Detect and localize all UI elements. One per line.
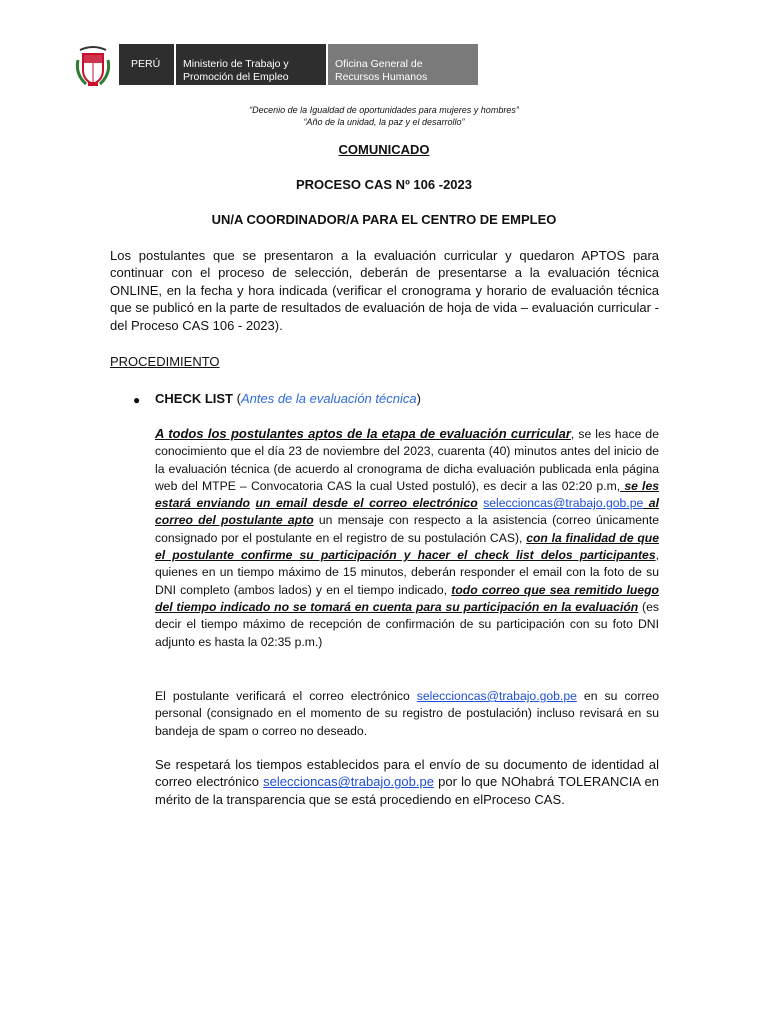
header-office-line-2: Recursos Humanos <box>335 71 428 83</box>
main-p10: , quienes en un tiempo máximo de 15 minutos, deberán responder el email con la foto de su DNI completo (ambos lados) y en el tiempo indicado, <box>155 548 659 597</box>
bullet-icon: ● <box>133 393 141 407</box>
checklist-label: CHECK LIST <box>155 391 233 406</box>
email-link-3[interactable]: seleccioncas@trabajo.gob.pe <box>263 774 434 790</box>
header-office-line-1: Oficina General de <box>335 58 423 70</box>
header-ministry-line-2: Promoción del Empleo <box>183 71 289 83</box>
page-title: COMUNICADO <box>338 142 430 157</box>
main-p11: todo correo que sea remitido luego del tiempo indicado no se tomará en cuenta para su participación en la evaluación <box>155 582 659 614</box>
main-p9: con la finalidad de que el postulante confirme su participación y hacer el check list delos participantes <box>155 530 660 563</box>
header-country: PERÚ <box>131 58 161 70</box>
position-title: UN/A COORDINADOR/A PARA EL CENTRO DE EMPLEO <box>211 212 557 227</box>
respect-paragraph <box>155 756 659 808</box>
checklist-note: Antes de la evaluación técnica <box>240 391 417 406</box>
verify-b: en su correo personal (consignado en el momento de su registro de postulación) incluso revisará en su bandeja de spam o correo no deseado. <box>155 689 659 738</box>
header-country-box <box>119 44 174 85</box>
main-paragraph <box>155 425 659 651</box>
main-p1: A todos los postulantes aptos de la etapa de evaluación curricular <box>155 426 571 441</box>
motto-decade: “Decenio de la Igualdad de oportunidades para mujeres y hombres” <box>249 105 519 115</box>
respect-b: por lo que NOhabrá TOLERANCIA en mérito de la transparencia que se está procediendo en elProceso CAS. <box>155 774 659 807</box>
checklist-close-paren: ) <box>416 391 421 406</box>
respect-a: Se respetará los tiempos establecidos para el envío de su documento de identidad al correo electrónico <box>155 757 659 790</box>
verify-paragraph <box>155 688 659 740</box>
process-title: PROCESO CAS Nº 106 -2023 <box>296 177 472 192</box>
main-p3: se les estará enviando <box>155 478 660 511</box>
intro-paragraph: Los postulantes que se presentaron a la evaluación curricular y quedaron APTOS para continuar con el proceso de selección, deberán de presentarse a la evaluación técnica ONLINE, en la fecha y hora indicada (verificar el cronograma y horario de evaluación técnica que se publicó en la parte de resultados de evaluación de hoja de vida – evaluación curricular - del Proceso CAS 106 - 2023). <box>110 248 659 333</box>
peru-coat-of-arms-icon <box>74 44 112 88</box>
email-link-2[interactable]: seleccioncas@trabajo.gob.pe <box>416 689 577 703</box>
procedure-heading: PROCEDIMIENTO <box>110 354 220 369</box>
main-p8: un mensaje con respecto a la asistencia (correo únicamente consignado por el postulante en el registro de su postulación CAS), <box>155 513 659 545</box>
main-p2: , se les hace de conocimiento que el día 23 de noviembre del 2023, cuarenta (40) minutos antes del inicio de la evaluación técnica (de acuerdo al cronograma de dicha evaluación publicada enla página web del MTPE – Convocatoria CAS la cual Usted postuló), es decir a las 02:20 p.m, <box>155 427 659 493</box>
main-p12: (es decir el tiempo máximo de recepción de confirmación de su participación con su foto DNI adjunto es hasta la 02:35 p.m.) <box>155 599 659 649</box>
main-p7: al correo del postulante apto <box>155 496 659 528</box>
checklist-open-paren: ( <box>236 391 241 406</box>
motto-year: “Año de la unidad, la paz y el desarrollo” <box>303 117 465 127</box>
header-office-box <box>328 44 478 85</box>
email-link-1[interactable]: seleccioncas@trabajo.gob.pe <box>483 496 644 511</box>
header-ministry-line-1: Ministerio de Trabajo y <box>183 58 289 70</box>
header-ministry-box <box>176 44 326 85</box>
verify-a: El postulante verificará el correo electrónico <box>155 689 417 703</box>
main-p5: un email desde el correo electrónico <box>255 496 478 511</box>
checklist-item <box>155 390 675 407</box>
